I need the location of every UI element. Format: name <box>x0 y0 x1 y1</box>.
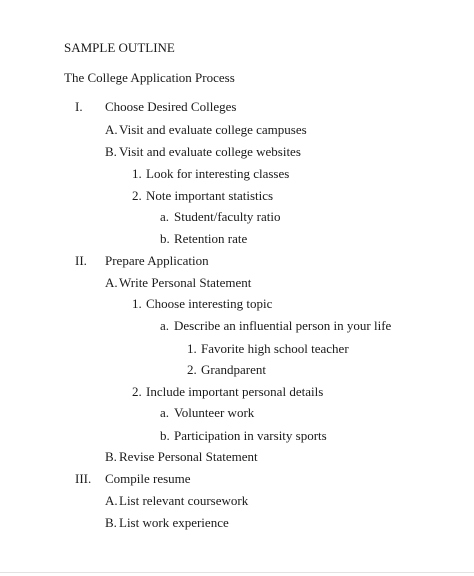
outline-marker: B. <box>105 449 117 464</box>
outline-item-text: Note important statistics <box>146 188 274 203</box>
outline-item-text: Look for interesting classes <box>146 166 290 181</box>
document-heading: SAMPLE OUTLINE <box>64 40 175 55</box>
outline-item-text: Revise Personal Statement <box>119 449 258 464</box>
outline-item-text: Visit and evaluate college websites <box>119 144 301 159</box>
outline-marker: A. <box>105 275 118 290</box>
outline-item-text: Prepare Application <box>105 253 209 268</box>
outline-item-text: Visit and evaluate college campuses <box>119 122 307 137</box>
outline-item-text: Volunteer work <box>174 405 255 420</box>
outline-marker: a. <box>160 405 170 420</box>
outline-marker: a. <box>160 209 170 224</box>
page-bottom-divider <box>0 572 474 573</box>
outline-marker: b. <box>160 428 170 443</box>
outline-item-text: Include important personal details <box>146 384 324 399</box>
outline-marker: 2. <box>187 362 197 377</box>
outline-marker: 2. <box>132 384 142 399</box>
outline-item-text: Choose interesting topic <box>146 296 273 311</box>
outline-item-text: Retention rate <box>174 231 248 246</box>
outline-item-text: List relevant coursework <box>119 493 249 508</box>
outline-item-text: Choose Desired Colleges <box>105 99 237 114</box>
outline-marker: II. <box>75 253 87 268</box>
outline-marker: A. <box>105 493 118 508</box>
outline-marker: 1. <box>187 341 197 356</box>
outline-item-text: Describe an influential person in your life <box>174 318 392 333</box>
outline-marker: B. <box>105 144 117 159</box>
outline-item-text: Favorite high school teacher <box>201 341 349 356</box>
outline-marker: 1. <box>132 296 142 311</box>
outline-marker: A. <box>105 122 118 137</box>
outline-marker: B. <box>105 515 117 530</box>
outline-marker: I. <box>75 99 83 114</box>
outline-item-text: Grandparent <box>201 362 266 377</box>
outline-item-text: Student/faculty ratio <box>174 209 281 224</box>
outline-marker: 1. <box>132 166 142 181</box>
outline-marker: b. <box>160 231 170 246</box>
outline-marker: III. <box>75 471 92 486</box>
outline-item-text: List work experience <box>119 515 229 530</box>
outline-item-text: Participation in varsity sports <box>174 428 327 443</box>
document-title: The College Application Process <box>64 70 235 85</box>
outline-item-text: Compile resume <box>105 471 191 486</box>
outline-item-text: Write Personal Statement <box>119 275 252 290</box>
outline-marker: 2. <box>132 188 142 203</box>
outline-marker: a. <box>160 318 170 333</box>
